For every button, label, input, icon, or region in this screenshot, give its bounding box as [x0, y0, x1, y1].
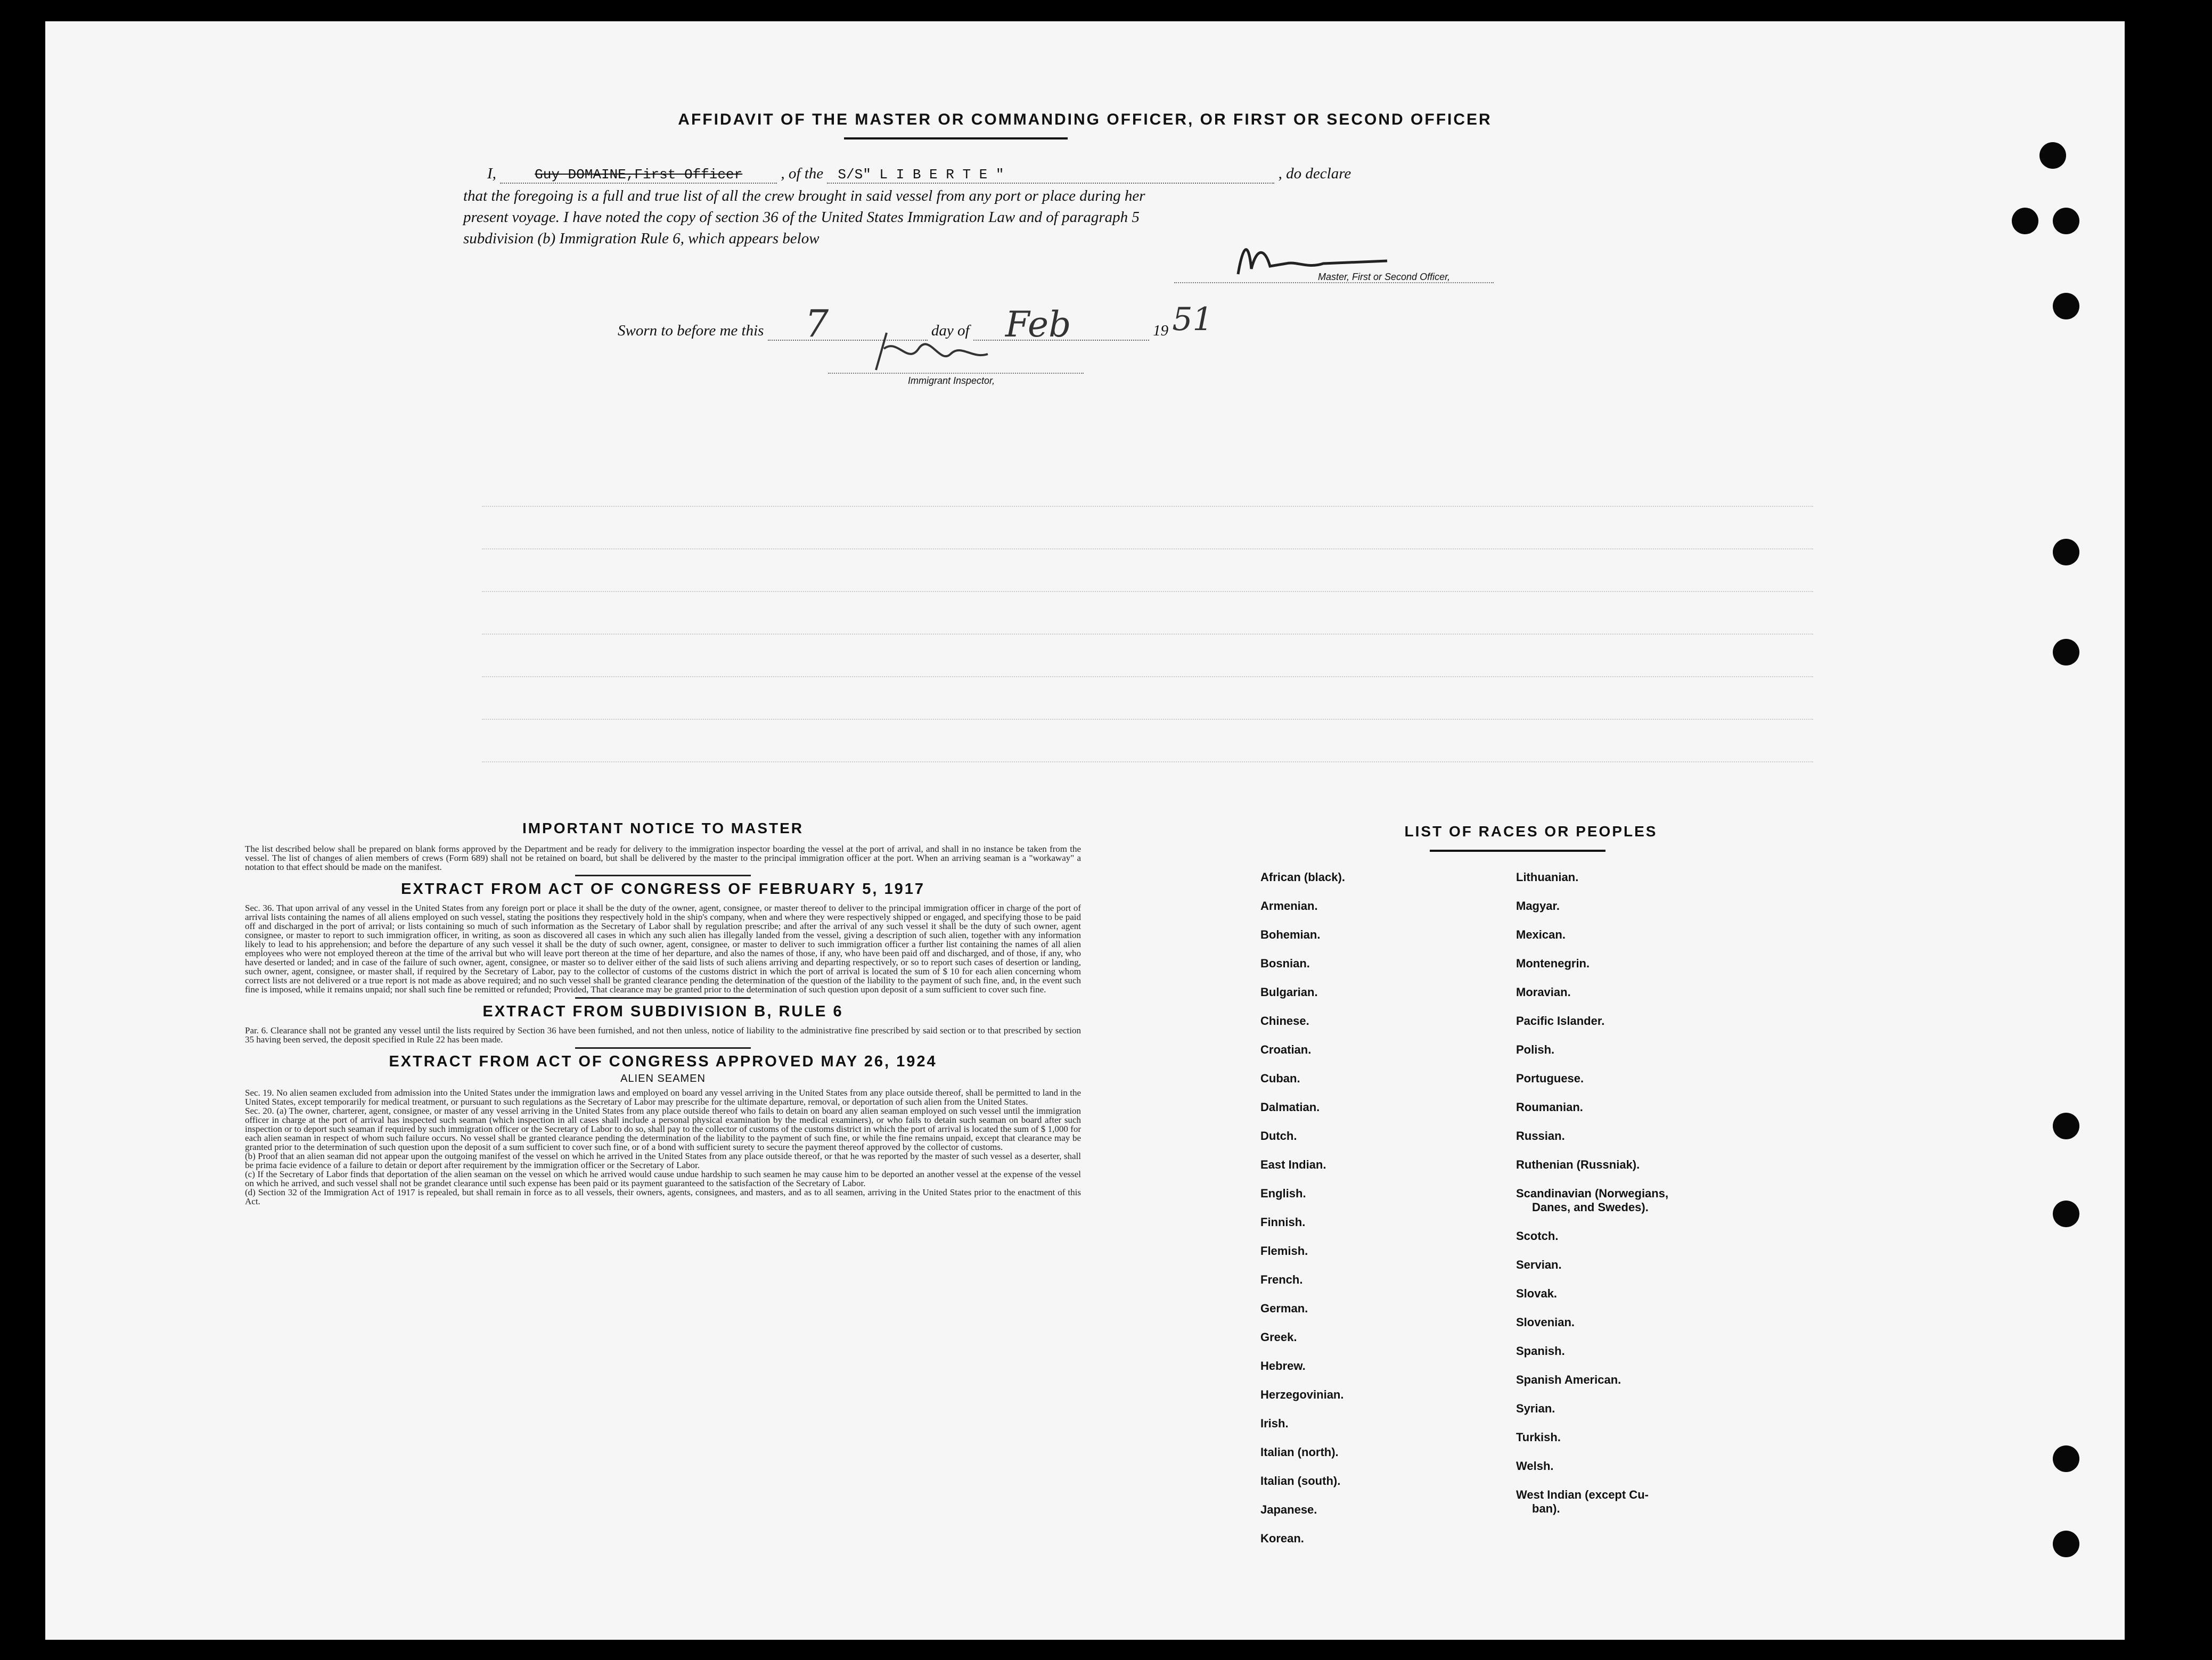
- i-label: I,: [487, 165, 496, 182]
- race-right-item: Scandinavian (Norwegians, Danes, and Swedes).: [1516, 1187, 1669, 1214]
- notice-column: [245, 820, 1081, 1206]
- race-right-item: Pacific Islander.: [1516, 1014, 1605, 1028]
- affidavit-line-4: subdivision (b) Immigration Rule 6, which appears below: [463, 230, 820, 247]
- year-prefix: 19: [1153, 322, 1169, 339]
- race-left-item: Flemish.: [1260, 1244, 1308, 1258]
- document-page: [45, 21, 2125, 1640]
- race-left-item: French.: [1260, 1273, 1303, 1286]
- race-right-item: Turkish.: [1516, 1431, 1561, 1444]
- race-left-item: Greek.: [1260, 1330, 1297, 1344]
- sworn-day: 7: [805, 302, 829, 346]
- race-right-item: Ruthenian (Russniak).: [1516, 1158, 1640, 1171]
- inspector-label: Immigrant Inspector,: [908, 375, 995, 386]
- race-left-item: Armenian.: [1260, 899, 1318, 913]
- sworn-month: Feb: [1005, 304, 1071, 345]
- race-left-item: Japanese.: [1260, 1503, 1317, 1516]
- extract-1924-p3: (b) Proof that an alien seaman did not appear upon the outgoing manifest of the vessel on which he arrived in the United States from any place outside thereof, or that he was reported by the master of such vessel as a deserter, shall be prima facie evidence of a failure to detain or deport after requirement by the immigration officer or the Secretary of Labor.: [245, 1151, 1081, 1170]
- race-right-item: Portuguese.: [1516, 1072, 1584, 1085]
- race-left-item: Chinese.: [1260, 1014, 1309, 1028]
- extract-1924-p4: (c) If the Secretary of Labor finds that deportation of the alien seaman on the vessel on which he arrived would cause undue hardship to such seamen he may cause him to be deported an another vessel at the expense of the vessel on which he arrived, and such vessel shall not be grandet clearance until such expense has been paid or its payment guaranteed to the satisfaction of the Secretary of Labor.: [245, 1169, 1081, 1188]
- race-left-item: Cuban.: [1260, 1072, 1300, 1085]
- race-left-item: Irish.: [1260, 1417, 1289, 1430]
- punch-hole: [2053, 639, 2079, 665]
- blank-line: [482, 634, 1813, 635]
- of-the-label: , of the: [781, 165, 824, 182]
- punch-hole: [2012, 208, 2038, 234]
- affidavit-line-3: present voyage. I have noted the copy of section 36 of the United States Immigration Law and of paragraph 5: [463, 209, 1140, 226]
- race-left-item: Dalmatian.: [1260, 1100, 1320, 1114]
- affidavit-title: AFFIDAVIT OF THE MASTER OR COMMANDING OFFICER, OR FIRST OR SECOND OFFICER: [678, 111, 1492, 128]
- blank-line: [482, 548, 1813, 549]
- race-left-item: African (black).: [1260, 870, 1345, 884]
- races-title: LIST OF RACES OR PEOPLES: [1404, 823, 1658, 840]
- race-left-item: Bohemian.: [1260, 928, 1321, 941]
- inspector-signature: [865, 317, 993, 383]
- punch-hole: [2053, 1113, 2079, 1139]
- race-left-item: Dutch.: [1260, 1129, 1297, 1143]
- race-left-item: German.: [1260, 1302, 1308, 1315]
- race-left-item: English.: [1260, 1187, 1306, 1200]
- alien-seamen-subtitle: ALIEN SEAMEN: [620, 1073, 706, 1084]
- sworn-label: Sworn to before me this: [618, 322, 764, 339]
- day-of-label: day of: [931, 322, 970, 339]
- officer-name-field: Guy DOMAINE,First Officer: [500, 167, 777, 184]
- race-right-item: Moravian.: [1516, 985, 1571, 999]
- race-left-item: Italian (south).: [1260, 1474, 1341, 1488]
- race-right-item: Magyar.: [1516, 899, 1560, 913]
- year-suffix: 51: [1172, 301, 1213, 338]
- do-declare-label: , do declare: [1278, 165, 1351, 182]
- race-left-item: Hebrew.: [1260, 1359, 1306, 1373]
- extract-1924-p5: (d) Section 32 of the Immigration Act of 1917 is repealed, but shall remain in force as to all vessels, their owners, agents, consignees, and masters, and as to all seamen, arriving in the United States prior to the enactment of this Act.: [245, 1187, 1081, 1206]
- race-right-item: Montenegrin.: [1516, 957, 1590, 970]
- affidavit-line-2: that the foregoing is a full and true list of all the crew brought in said vessel from any port or place during her: [463, 187, 1145, 204]
- race-left-item: Bosnian.: [1260, 957, 1310, 970]
- separator: [575, 875, 751, 876]
- punch-hole: [2053, 1445, 2079, 1472]
- vessel-name-field: S/S" L I B E R T E ": [827, 167, 1274, 184]
- race-right-item: Russian.: [1516, 1129, 1565, 1143]
- race-right-item: Roumanian.: [1516, 1100, 1583, 1114]
- race-right-item: Syrian.: [1516, 1402, 1555, 1415]
- punch-hole: [2053, 1531, 2079, 1557]
- separator: [575, 1047, 751, 1049]
- race-right-item: Slovenian.: [1516, 1316, 1575, 1329]
- blank-line: [482, 591, 1813, 592]
- race-left-item: Korean.: [1260, 1532, 1304, 1545]
- race-right-item: Polish.: [1516, 1043, 1555, 1056]
- punch-hole: [2053, 293, 2079, 319]
- separator: [575, 997, 751, 999]
- extract-rule6-title: EXTRACT FROM SUBDIVISION B, RULE 6: [482, 1003, 843, 1020]
- punch-hole: [2053, 1201, 2079, 1227]
- extract-1917-text: Sec. 36. That upon arrival of any vessel in the United States from any foreign port or place it shall be the duty of the owner, agent, consignee, or master thereof to deliver to the principal immigration officer in charge of the port of arrival lists containing the names of all aliens employed on such vessel, stating the positions they respectively hold in the ship's company, when and where they were respectively shipped or engaged, and specifying those to be paid off and discharged in the port of arrival; or lists containing so much of such information as the Secretary of Labor shall by regulation prescribe; and after the arrival of any such vessel it shall be the duty of such owner, agent consignee, or master to report to such immigration officer, in writing, as soon as discovered all cases in which any such alien has illegally landed from the vessel, giving a description of such alien, together with any information likely to lead to his apprehension; and before the departure of any such vessel it shall be the duty of such owner, agent, consignee, or master to deliver to such immigration officer a further list containing the names of all alien employees who were not employed thereon at the time of the arrival but who will leave port thereon at the time of her departure, and also the names of those, if any, who have been paid off and discharged, and of those, if any, who have deserted or landed; and in case of the failure of such owner, agent, consignee, or master so to deliver either of the said lists of such aliens arriving and departing respectively, or so to report such cases of desertion or landing, such owner, agent, consignee, or master shall, if required by the Secretary of Labor, pay to the collector of customs of the customs district in which the port of arrival is located the sum of $ 10 for each alien concerning whom correct lists are not delivered or a true report is not made as above required; and no such vessel shall be granted clearance pending the determination of the question of the liability to the payment of such fine, and, in the event such fine is imposed, while it remains unpaid; nor shall such fine be remitted or refunded; Provided, That clearance may be granted prior to the determination of such question upon deposit of a sum sufficient to cover such fine.: [245, 903, 1081, 995]
- blank-line: [482, 761, 1813, 762]
- notice-text: The list described below shall be prepared on blank forms approved by the Department and be ready for delivery to the immigration inspector boarding the vessel at the port of arrival, and shall in no instance be taken from the vessel. The list of changes of alien members of crews (Form 689) shall not be retained on board, but shall be delivered by the master to the principal immigration officer at the port. When an arriving seaman is a "workaway" a notation to that effect should be made on the manifest.: [245, 844, 1081, 872]
- race-left-item: Finnish.: [1260, 1215, 1306, 1229]
- race-left-item: Croatian.: [1260, 1043, 1312, 1056]
- extract-1924-p1: Sec. 19. No alien seamen excluded from admission into the United States under the immigration laws and employed on board any vessel arriving in the United States from any place outside thereof, shall be permitted to land in the United States, except temporarily for medical treatment, or pursuant to such regulations as the Secretary of Labor may prescribe for the ultimate departure, removal, or deportation of such alien from the United States.: [245, 1088, 1081, 1107]
- punch-hole: [2053, 539, 2079, 565]
- signer-label: Master, First or Second Officer,: [1318, 272, 1451, 282]
- race-right-item: West Indian (except Cu- ban).: [1516, 1488, 1649, 1515]
- extract-rule6-text: Par. 6. Clearance shall not be granted any vessel until the lists required by Section 36 have been furnished, and not then unless, notice of liability to the administrative fine prescribed by said section or to that prescribed by section 35 having been served, the deposit specified in Rule 22 has been made.: [245, 1025, 1081, 1045]
- sworn-month-field: [973, 304, 1149, 345]
- race-right-item: Slovak.: [1516, 1287, 1558, 1300]
- extract-1924-title: EXTRACT FROM ACT OF CONGRESS APPROVED MAY 26, 1924: [389, 1053, 937, 1070]
- race-left-item: Herzegovinian.: [1260, 1388, 1344, 1401]
- race-right-item: Spanish American.: [1516, 1373, 1621, 1386]
- race-right-item: Scotch.: [1516, 1229, 1559, 1243]
- blank-line: [482, 719, 1813, 720]
- blank-line: [482, 506, 1813, 507]
- race-right-item: Spanish.: [1516, 1344, 1565, 1358]
- title-rule: [844, 137, 1068, 139]
- race-right-item: Servian.: [1516, 1258, 1562, 1271]
- race-left-item: Italian (north).: [1260, 1445, 1339, 1459]
- race-right-item: Welsh.: [1516, 1459, 1554, 1473]
- race-left-item: East Indian.: [1260, 1158, 1326, 1171]
- race-right-item: Lithuanian.: [1516, 870, 1579, 884]
- race-left-item: Bulgarian.: [1260, 985, 1318, 999]
- punch-hole: [2053, 208, 2079, 234]
- races-rule: [1430, 850, 1605, 852]
- punch-hole: [2039, 142, 2066, 169]
- extract-1924-p2: Sec. 20. (a) The owner, charterer, agent, consignee, or master of any vessel arriving in the United States from any place outside thereof who fails to detain on board any alien seaman employed on such vessel until the immigration officer in charge at the port of arrival has inspected such seaman (which inspection in all cases shall include a personal physical examination by the medical examiners), or who fails to detain such seaman on board after such inspection or to deport such seaman if required by such immigration officer or the Secretary of Labor to do so, shall pay to the collector of customs of the customs district in which the port of arrival is located the sum of $ 1,000 for each alien seaman in respect of whom such failure occurs. No vessel shall be granted clearance pending the determination of the liability to the payment of such fine, or while the fine remains unpaid, except that clearance may be granted prior to the determination of such question upon the deposit of a sum sufficient to cover such fine, or of a bond with sufficient surety to secure the payment thereof approved by the collector of customs.: [245, 1106, 1081, 1152]
- race-right-item: Mexican.: [1516, 928, 1566, 941]
- extract-1917-title: EXTRACT FROM ACT OF CONGRESS OF FEBRUARY 5, 1917: [400, 881, 925, 898]
- affidavit-line-1: [487, 165, 1351, 184]
- blank-line: [482, 676, 1813, 677]
- notice-title: IMPORTANT NOTICE TO MASTER: [522, 820, 804, 836]
